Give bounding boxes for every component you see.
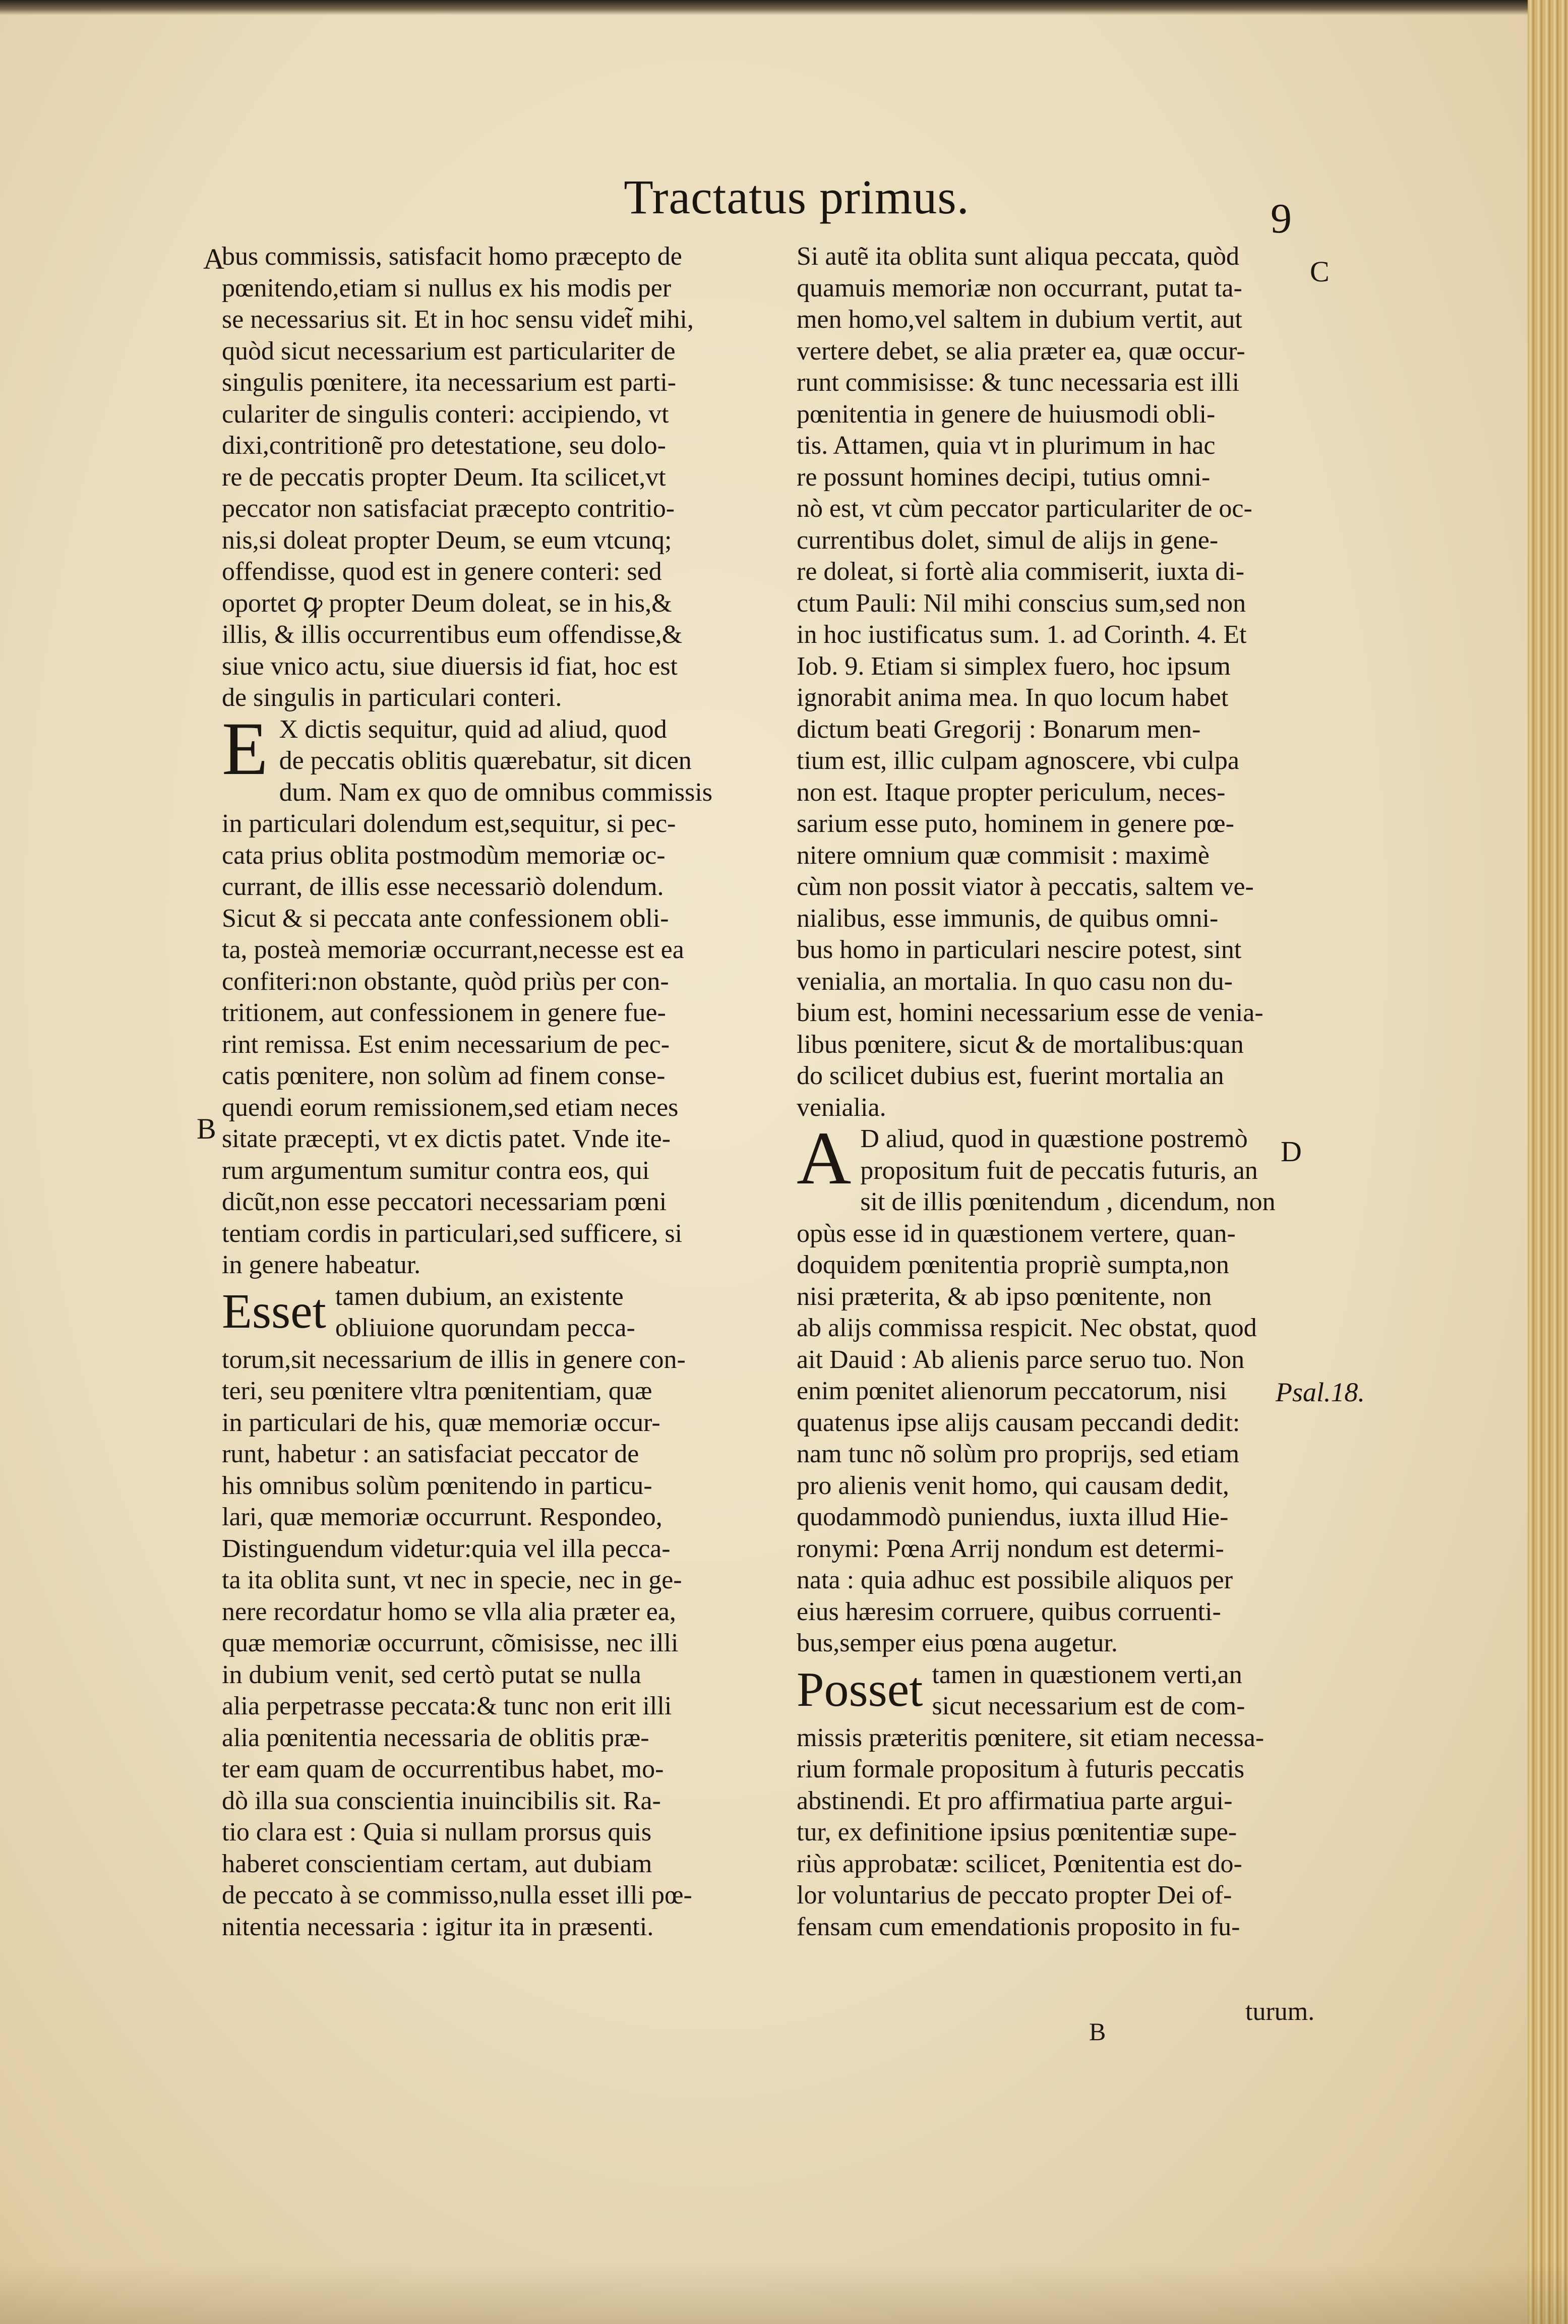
text-line: de singulis in particulari conteri. (222, 683, 562, 712)
text-line: sit de illis pœnitendum , dicendum, non (860, 1187, 1276, 1216)
text-line: quòd sicut necessarium est particulariter de (222, 336, 676, 366)
text-line: pœnitentia in genere de huiusmodi obli- (797, 399, 1216, 429)
text-line: fensam cum emendationis proposito in fu- (797, 1912, 1240, 1941)
text-line: re de peccatis propter Deum. Ita scilicet,vt (222, 462, 666, 492)
text-line: tur, ex definitione ipsius pœnitentiæ supe- (797, 1818, 1237, 1846)
text-line: runt commisisse: & tunc necessaria est illi (797, 368, 1240, 397)
folio-number: 9 (1271, 195, 1292, 242)
lead-word: Esset (222, 1284, 326, 1339)
text-line: tentiam cordis in particulari,sed sufficere, si (222, 1219, 683, 1248)
text-line: tis. Attamen, quia vt in plurimum in hac (797, 431, 1216, 460)
text-line: Iob. 9. Etiam si simplex fuero, hoc ipsum (797, 651, 1231, 681)
left-paragraph-2-lines (222, 706, 736, 1281)
text-line: venialia. (797, 1093, 886, 1122)
text-line: rium formale propositum à futuris peccatis (797, 1755, 1245, 1783)
text-line: nere recordatur homo se vlla alia præter ea, (222, 1597, 676, 1626)
text-line: in particulari dolendum est,sequitur, si pec- (222, 809, 676, 838)
text-line: nisi præterita, & ab ipso pœnitente, non (797, 1282, 1212, 1311)
text-line: tamen dubium, an existente (335, 1282, 624, 1311)
text-line: opùs esse id in quæstionem vertere, quan- (797, 1219, 1236, 1248)
text-line: peccator non satisfaciat præcepto contritio- (222, 494, 675, 523)
text-line: in genere habeatur. (222, 1250, 421, 1279)
left-paragraph-3 (222, 1281, 736, 1943)
text-line: currant, de illis esse necessariò dolendum. (222, 872, 664, 901)
text-line: ta ita oblita sunt, vt nec in specie, nec in ge- (222, 1566, 682, 1594)
text-line: quatenus ipse alijs causam peccandi dedit: (797, 1408, 1240, 1437)
text-line: offendisse, quod est in genere conteri: sed (222, 557, 662, 586)
text-line: dicũt,non esse peccatori necessariam pœni (222, 1187, 667, 1216)
text-line: bus,semper eius pœna augetur. (797, 1629, 1118, 1657)
text-line: dictum beati Gregorij : Bonarum men- (797, 714, 1201, 744)
text-line: ta, posteà memoriæ occurrant,necesse est ea (222, 935, 684, 964)
text-line: haberet conscientiam certam, aut dubiam (222, 1849, 652, 1878)
margin-marker-a: A (203, 243, 224, 275)
text-line: enim pœnitet alienorum peccatorum, nisi (797, 1377, 1227, 1405)
text-line: Distinguendum videtur:quia vel illa pecca- (222, 1534, 671, 1563)
text-line: tio clara est : Quia si nullam prorsus quis (222, 1818, 652, 1846)
text-line: confiteri:non obstante, quòd priùs per con- (222, 967, 669, 996)
text-line: tamen in quæstionem verti,an (932, 1660, 1242, 1689)
left-paragraph-3-lines (222, 1281, 736, 1943)
text-line: lor voluntarius de peccato propter Dei of- (797, 1881, 1232, 1910)
text-line: ctum Pauli: Nil mihi conscius sum,sed non (797, 588, 1246, 618)
signature-mark: B (1089, 2017, 1106, 2046)
text-line: ter eam quam de occurrentibus habet, mo- (222, 1755, 664, 1783)
text-line: cùm non possit viator à peccatis, saltem ve- (797, 872, 1254, 901)
text-line: doquidem pœnitentia propriè sumpta,non (797, 1250, 1229, 1279)
text-line: bium est, homini necessarium esse de venia- (797, 998, 1263, 1027)
text-line: obliuione quorundam pecca- (335, 1314, 635, 1342)
text-line: sicut necessarium est de com- (932, 1692, 1245, 1720)
text-line: teri, seu pœnitere vltra pœnitentiam, quæ (222, 1377, 652, 1405)
text-line: tium est, illic culpam agnoscere, vbi culpa (797, 746, 1239, 775)
catchword: turum. (1245, 1997, 1315, 2026)
text-line: venialia, an mortalia. In quo casu non du- (797, 967, 1233, 996)
text-line: nata : quia adhuc est possibile aliquos per (797, 1566, 1233, 1594)
page-bottom-shadow (0, 2263, 1568, 2324)
text-line: currentibus dolet, simul de alijs in gene- (797, 525, 1219, 555)
text-line: quendi eorum remissionem,sed etiam neces (222, 1093, 679, 1122)
text-line: runt, habetur : an satisfaciat peccator de (222, 1440, 639, 1468)
text-line: non est. Itaque propter periculum, neces- (797, 778, 1226, 807)
right-paragraph-2 (797, 1116, 1298, 1659)
decorated-initial: A (797, 1116, 852, 1200)
text-line: rint remissa. Est enim necessarium de pec- (222, 1030, 670, 1059)
text-line: alia pœnitentia necessaria de oblitis præ- (222, 1723, 649, 1752)
text-line: in particulari de his, quæ memoriæ occur- (222, 1408, 660, 1437)
text-line: sarium esse puto, hominem in genere pœ- (797, 809, 1234, 838)
text-line: missis præteritis pœnitere, sit etiam necessa- (797, 1723, 1264, 1752)
left-paragraph-1 (222, 241, 736, 714)
text-line: rum argumentum sumitur contra eos, qui (222, 1156, 650, 1185)
text-line: singulis pœnitere, ita necessarium est parti- (222, 368, 677, 397)
running-title: Tractatus primus. (624, 170, 970, 224)
text-line: nitere omnium quæ commisit : maximè (797, 841, 1210, 870)
text-line: riùs approbatæ: scilicet, Pœnitentia est do- (797, 1849, 1242, 1878)
text-line: men homo,vel saltem in dubium vertit, aut (797, 305, 1242, 334)
text-line: torum,sit necessarium de illis in genere con- (222, 1345, 686, 1374)
text-line: bus homo in particulari nescire potest, sint (797, 935, 1242, 964)
text-line: libus pœnitere, sicut & de mortalibus:quan (797, 1030, 1244, 1059)
left-column (222, 241, 736, 1943)
margin-citation: Psal.18. (1276, 1377, 1365, 1407)
text-line: alia perpetrasse peccata:& tunc non erit illi (222, 1692, 672, 1720)
text-line: ronymi: Pœna Arrij nondum est determi- (797, 1534, 1224, 1563)
margin-marker-d: D (1281, 1135, 1302, 1168)
text-line: nò est, vt cùm peccator particulariter de oc- (797, 494, 1252, 523)
text-line: culariter de singulis conteri: accipiendo, vt (222, 399, 669, 429)
text-line: re possunt homines decipi, tutius omni- (797, 462, 1211, 492)
text-line: dixi,contritionẽ pro detestatione, seu dolo- (222, 431, 666, 460)
text-line: pœnitendo,etiam si nullus ex his modis per (222, 273, 672, 303)
text-line: do scilicet dubius est, fuerint mortalia an (797, 1061, 1224, 1090)
text-line: nis,si doleat propter Deum, se eum vtcunq; (222, 525, 672, 555)
left-paragraph-2 (222, 706, 736, 1281)
text-line: illis, & illis occurrentibus eum offendisse,& (222, 620, 683, 649)
right-paragraph-3 (797, 1659, 1298, 1943)
text-line: siue vnico actu, siue diuersis id fiat, hoc est (222, 651, 678, 681)
text-line: abstinendi. Et pro affirmatiua parte argui- (797, 1786, 1233, 1815)
text-line: pro alienis venit homo, qui causam dedit, (797, 1471, 1229, 1500)
page-top-edge (0, 0, 1568, 15)
text-line: sitate præcepti, vt ex dictis patet. Vnde ite- (222, 1124, 671, 1153)
right-paragraph-1 (797, 241, 1298, 1123)
text-line: se necessarius sit. Et in hoc sensu videt̃ mihi, (222, 305, 694, 334)
text-line: D aliud, quod in quæstione postremò (860, 1124, 1248, 1153)
text-line: dò illa sua conscientia inuincibilis sit. Ra- (222, 1786, 661, 1815)
margin-marker-b: B (197, 1112, 216, 1145)
text-line: nitentia necessaria : igitur ita in præsenti. (222, 1912, 654, 1941)
text-line: nam tunc nõ solùm pro proprijs, sed etiam (797, 1440, 1240, 1468)
text-line: quodammodò puniendus, iuxta illud Hie- (797, 1503, 1229, 1531)
text-line: vertere debet, se alia præter ea, quæ occur- (797, 336, 1245, 366)
lead-word: Posset (797, 1662, 923, 1717)
text-line: ab alijs commissa respicit. Nec obstat, quod (797, 1314, 1257, 1342)
text-line: nialibus, esse immunis, de quibus omni- (797, 904, 1219, 933)
text-line: quamuis memoriæ non occurrant, putat ta- (797, 273, 1242, 303)
text-line: tritionem, aut confessionem in genere fue- (222, 998, 666, 1027)
text-line: oportet ꝙ propter Deum doleat, se in his,& (222, 588, 672, 618)
text-line: propositum fuit de peccatis futuris, an (860, 1156, 1258, 1185)
text-line: de peccato à se commisso,nulla esset illi pœ- (222, 1881, 692, 1910)
text-line: quæ memoriæ occurrunt, cõmisisse, nec illi (222, 1629, 679, 1657)
text-line: ignorabit anima mea. In quo locum habet (797, 683, 1229, 712)
decorated-initial: E (222, 706, 268, 791)
text-line: dum. Nam ex quo de omnibus commissis (279, 778, 713, 807)
text-line: in hoc iustificatus sum. 1. ad Corinth. 4. Et (797, 620, 1247, 649)
text-line: Si autẽ ita oblita sunt aliqua peccata, quòd (797, 242, 1239, 271)
margin-marker-c: C (1310, 255, 1330, 288)
text-line: his omnibus solùm pœnitendo in particu- (222, 1471, 652, 1500)
text-line: in dubium venit, sed certò putat se nulla (222, 1660, 641, 1689)
text-line: X dictis sequitur, quid ad aliud, quod (279, 714, 667, 744)
text-line: lari, quæ memoriæ occurrunt. Respondeo, (222, 1503, 662, 1531)
text-line: ait Dauid : Ab alienis parce seruo tuo. Non (797, 1345, 1245, 1374)
text-line: re doleat, si fortè alia commiserit, iuxta di- (797, 557, 1245, 586)
right-column (797, 241, 1298, 1943)
page-fore-edge (1528, 0, 1568, 2324)
text-line: cata prius oblita postmodùm memoriæ oc- (222, 841, 666, 870)
text-line: bus commissis, satisfacit homo præcepto de (222, 242, 682, 271)
text-line: Sicut & si peccata ante confessionem obli- (222, 904, 669, 933)
right-paragraph-2-lines (797, 1116, 1298, 1659)
text-line: de peccatis oblitis quærebatur, sit dicen (279, 746, 692, 775)
text-line: catis pœnitere, non solùm ad finem conse- (222, 1061, 666, 1090)
text-line: eius hæresim corruere, quibus corruenti- (797, 1597, 1221, 1626)
